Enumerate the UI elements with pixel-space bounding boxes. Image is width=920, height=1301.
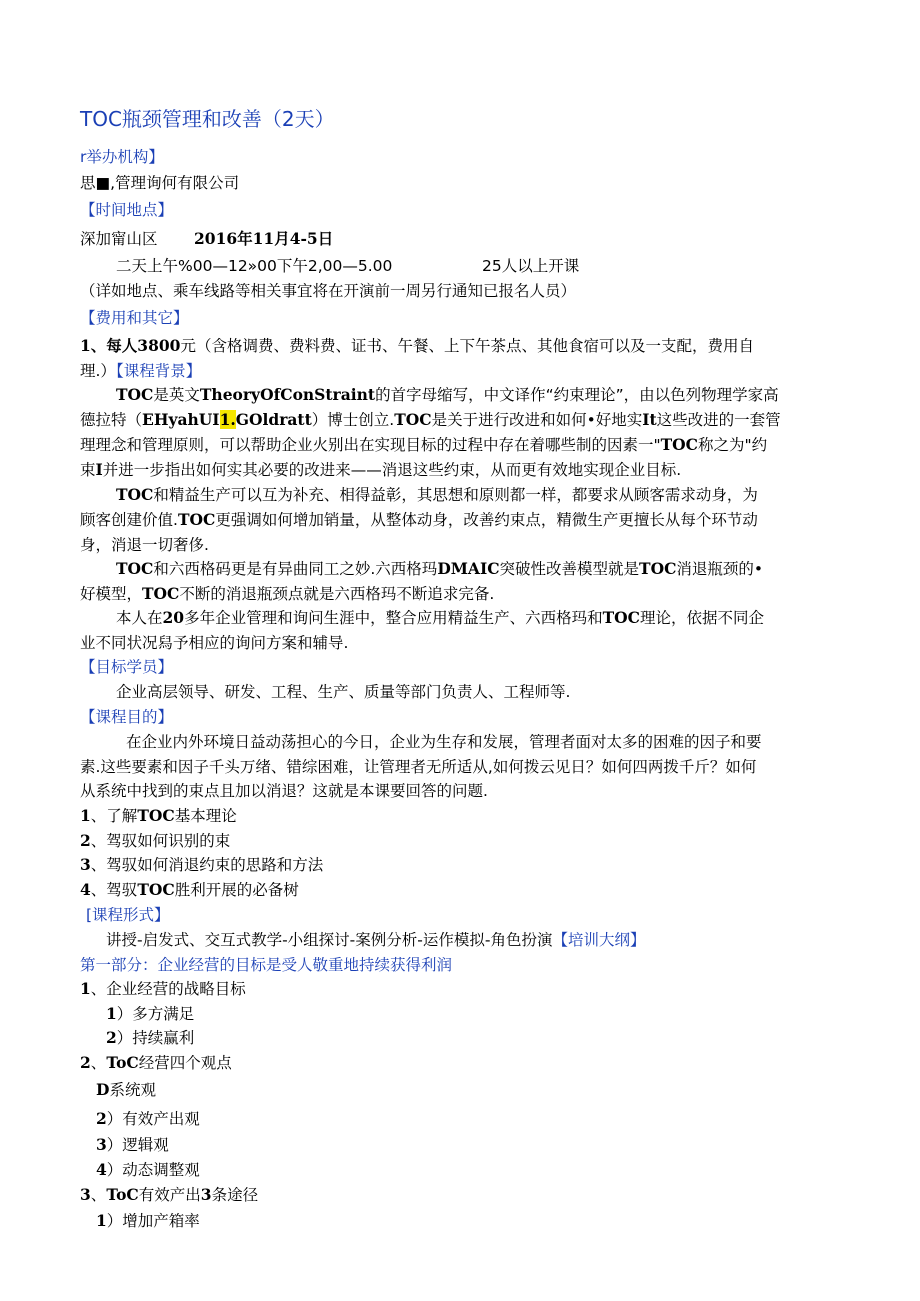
- background-p4-l1: 本人在20多年企业管理和询问生涯中，整合应用精益生产、六西格玛和TOC理论，依据不同企: [116, 608, 764, 627]
- outline-item: D系统观: [96, 1080, 156, 1099]
- form-heading: [课程形式】: [86, 906, 170, 924]
- fee-line-1: 1、每人3800元（含格调费、费料费、证书、午餐、上下午茶点、其他食宿可以及一支配，费用自: [80, 336, 754, 355]
- fee-line-2: 理.）【课程背景】: [80, 362, 202, 380]
- purpose-heading: 【课程目的】: [80, 708, 174, 726]
- purpose-item: 1、了解TOC基本理论: [80, 806, 237, 825]
- time-place-heading: 【时间地点】: [80, 201, 174, 219]
- outline-item: 2）有效产出观: [96, 1109, 200, 1128]
- background-p3-l2: 好模型，TOC不断的消退瓶颈点就是六西格玛不断追求完备.: [80, 584, 495, 603]
- target-value: 企业高层领导、研发、工程、生产、质量等部门负责人、工程师等.: [116, 683, 571, 701]
- background-p1-l4: 束I并进一步指出如何实其必要的改进来——消退这些约束，从而更有效地实现企业目标.: [80, 460, 682, 479]
- form-value: 讲授-启发式、交互式教学-小组探讨-案例分析-运作模拟-角色扮演【培训大纲】: [106, 931, 646, 949]
- background-p4-l2: 业不同状况舄予相应的询问方案和辅导.: [80, 634, 349, 652]
- location: 深加甯山区: [80, 230, 158, 248]
- outline-heading: 【培训大纲】: [552, 931, 646, 949]
- outline-section-1: 1、企业经营的战略目标: [80, 979, 246, 998]
- schedule: 二天上午%00—12»00下午2,00—5.00: [116, 257, 393, 275]
- organizer-value: 思■,管理询何有限公司: [80, 174, 240, 192]
- background-p3-l1: TOC和六西格码更是有异曲同工之妙.六西格玛DMAIC突破性改善模型就是TOC消退瓶颈的•: [116, 559, 764, 578]
- target-heading: 【目标学员】: [80, 658, 174, 676]
- outline-item: 1）增加产箱率: [96, 1211, 200, 1230]
- purpose-item: 4、驾驭TOC胜利开展的必备树: [80, 880, 299, 899]
- organizer-heading: r举办机构】: [80, 148, 164, 166]
- background-p1-l3: 理理念和管理原则，可以帮助企业火别出在实现目标的过程中存在着哪些制的因素一"TOC称之为"约: [80, 435, 768, 454]
- document-title: TOC瓶颈管理和改善（2天）: [80, 107, 335, 131]
- purpose-l3: 从系统中找到的束点且加以消退？这就是本课要回答的问题.: [80, 782, 488, 800]
- outline-item: 4）动态调整观: [96, 1160, 200, 1179]
- purpose-item: 3、驾驭如何消退约束的思路和方法: [80, 855, 324, 874]
- course-date: 2016年11月4-5日: [194, 229, 334, 248]
- outline-item: 2）持续赢利: [106, 1028, 195, 1047]
- outline-part1: 第一部分：企业经营的目标是受人敬重地持续获得利润: [80, 956, 453, 974]
- outline-item: 3）逻辑观: [96, 1135, 169, 1154]
- outline-item: 1）多方满足: [106, 1004, 195, 1023]
- background-p1-l2: 德拉特（EHyahUI1.GOldratt）博士创立.TOC是关于进行改进和如何•好地实It这些改进的一套管: [80, 410, 781, 429]
- time-place-note: （详如地点、乘车线路等相关事宜将在开演前一周另行通知已报名人员）: [80, 282, 577, 300]
- outline-section-3: 3、ToC有效产出3条途径: [80, 1185, 259, 1204]
- background-p1-l1: TOC是英文TheoryOfConStraint的首字母缩写，中文译作“约束理论”，由以色列物理学家高: [116, 385, 779, 404]
- background-p2-l1: TOC和精益生产可以互为补充、相得益彰，其思想和原则都一样，都要求从顾客需求动身，为: [116, 485, 758, 504]
- background-p2-l3: 身，消退一切奢侈.: [80, 536, 209, 554]
- purpose-l2: 素.这些要素和因子千头万绪、错综困难，让管理者无所适从,如何拨云见日？如何四两拨千斤？如何: [80, 758, 757, 776]
- background-heading: 【课程背景】: [115, 362, 202, 380]
- background-p2-l2: 顾客创建价值.TOC更强调如何增加销量，从整体动身，改善约束点，精微生产更擅长从每个环节动: [80, 510, 758, 529]
- min-people: 25人以上开课: [482, 257, 580, 275]
- fee-heading: 【费用和其它】: [80, 309, 189, 327]
- purpose-item: 2、驾驭如何识别的束: [80, 831, 231, 850]
- purpose-l1: 在企业内外环境日益动荡担心的今日，企业为生存和发展，管理者面对太多的困难的因子和要: [126, 733, 762, 751]
- outline-section-2: 2、ToC经营四个观点: [80, 1053, 232, 1072]
